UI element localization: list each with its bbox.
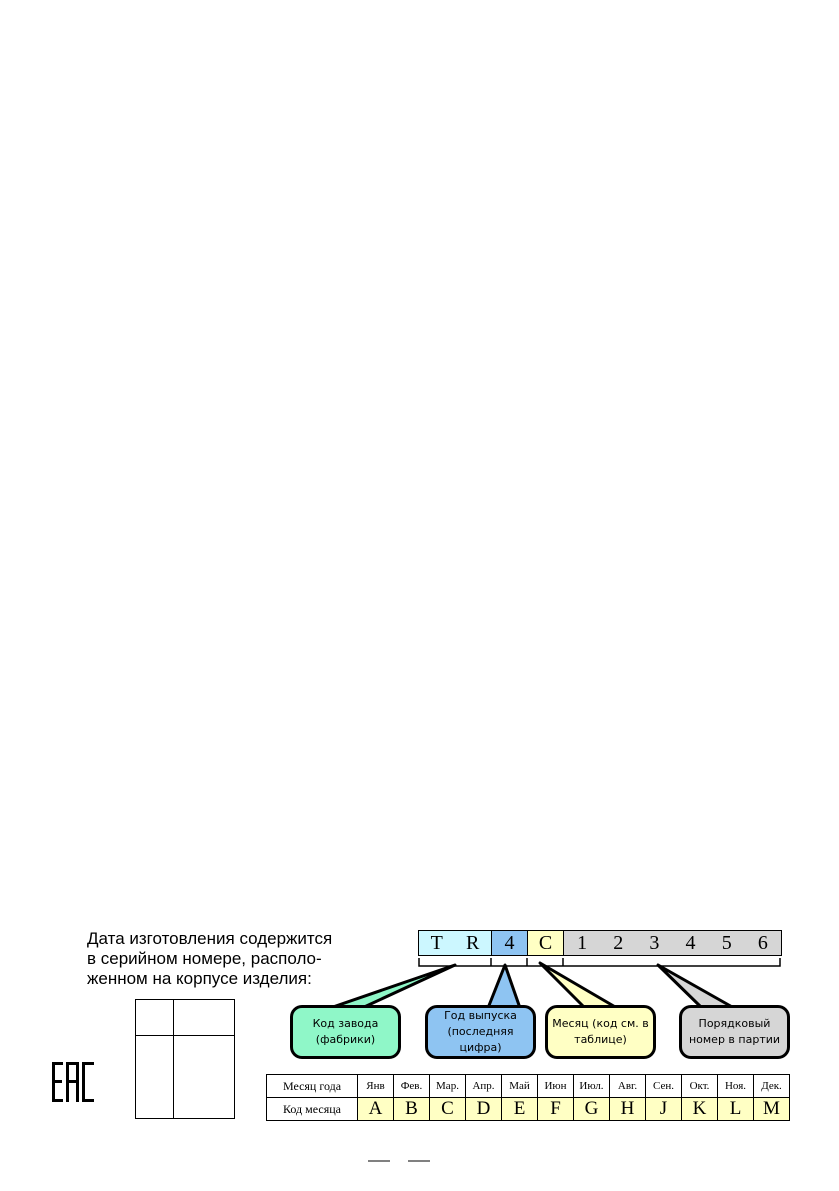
date-underlines (368, 1159, 438, 1165)
code-row-header: Код месяца (267, 1098, 358, 1121)
plant-code-callout: Код завода (фабрики) (290, 1005, 401, 1059)
code-cell: J (646, 1098, 682, 1121)
serial-char: 4 (685, 931, 696, 954)
eac-logo (52, 1062, 96, 1102)
stamp-box (135, 999, 235, 1119)
month-cell: Июл. (574, 1075, 610, 1098)
serial-char: 1 (577, 931, 588, 954)
month-row-header: Месяц года (267, 1075, 358, 1098)
code-cell: L (718, 1098, 754, 1121)
code-cell: K (682, 1098, 718, 1121)
code-cell: C (430, 1098, 466, 1121)
month-cell: Авг. (610, 1075, 646, 1098)
month-cell: Апр. (466, 1075, 502, 1098)
code-cell: D (466, 1098, 502, 1121)
code-cell: B (394, 1098, 430, 1121)
month-cell: Мар. (430, 1075, 466, 1098)
month-cell: Ноя. (718, 1075, 754, 1098)
code-cell: M (754, 1098, 790, 1121)
serial-char: T (430, 931, 443, 954)
code-cell: A (358, 1098, 394, 1121)
intro-line-1: Дата изготовления содержится (87, 929, 333, 948)
serial-char: 2 (613, 931, 624, 954)
code-cell: E (502, 1098, 538, 1121)
table-row (267, 1098, 790, 1121)
month-cell: Фев. (394, 1075, 430, 1098)
serial-char: C (538, 931, 553, 954)
batch-number-callout: Порядковый номер в партии (679, 1005, 790, 1059)
month-cell: Сен. (646, 1075, 682, 1098)
intro-line-2: в серийном номере, располо- (87, 949, 322, 968)
month-cell: Янв (358, 1075, 394, 1098)
month-cell: Июн (538, 1075, 574, 1098)
code-cell: F (538, 1098, 574, 1121)
month-pointer (540, 963, 617, 1008)
serial-char: 5 (721, 931, 732, 954)
intro-line-3: женном на корпусе изделия: (87, 969, 312, 988)
serial-char: R (466, 931, 480, 954)
code-cell: H (610, 1098, 646, 1121)
year-pointer (488, 965, 520, 1008)
year-code-callout: Год выпуска (последняя цифра) (425, 1005, 536, 1059)
month-code-callout: Месяц (код см. в таблице) (545, 1005, 656, 1059)
month-cell: Май (502, 1075, 538, 1098)
stamp-divider-horizontal (136, 1035, 234, 1036)
month-cell: Дек. (754, 1075, 790, 1098)
serial-char: 3 (649, 931, 660, 954)
batch-pointer (658, 965, 734, 1008)
table-row (267, 1075, 790, 1098)
serial-char: 6 (757, 931, 768, 954)
month-cell: Окт. (682, 1075, 718, 1098)
code-cell: G (574, 1098, 610, 1121)
serial-char: 4 (504, 931, 515, 954)
stamp-divider-vertical (173, 1000, 174, 1118)
plant-pointer (330, 965, 455, 1008)
bracket-line (419, 958, 780, 966)
month-code-table (266, 1074, 790, 1121)
